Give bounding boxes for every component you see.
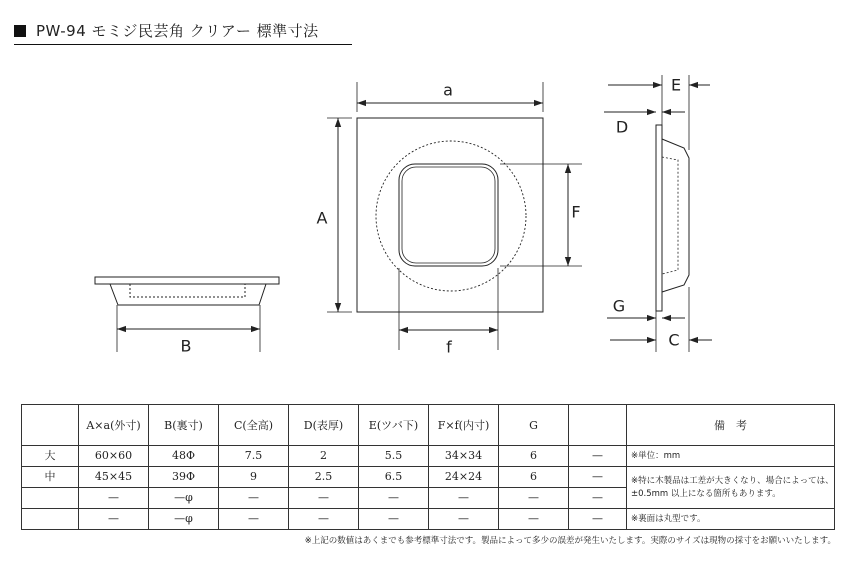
table-cell: — xyxy=(569,467,627,488)
table-cell: 45×45 xyxy=(79,467,149,488)
table-row xyxy=(22,467,835,488)
header-cell: D(表厚) xyxy=(289,405,359,446)
table-cell: 6.5 xyxy=(359,467,429,488)
table-cell: — xyxy=(219,509,289,530)
label-f: f xyxy=(446,337,452,357)
table-cell: 9 xyxy=(219,467,289,488)
table-cell: — xyxy=(569,488,627,509)
table-cell: — xyxy=(429,509,499,530)
header-cell xyxy=(569,405,627,446)
table-cell: 6 xyxy=(499,446,569,467)
label-F: F xyxy=(571,202,581,222)
table-cell: — xyxy=(569,509,627,530)
table-header-row xyxy=(22,405,835,446)
footnote: ※上記の数値はあくまでも参考標準寸法です。製品によって多少の誤差が発生いたします。実際のサイズは現物の採寸をお願いいたします。 xyxy=(304,536,836,546)
table-row xyxy=(22,446,835,467)
header-cell: A×a(外寸) xyxy=(79,405,149,446)
table-cell: — xyxy=(499,488,569,509)
table-cell: — xyxy=(429,488,499,509)
label-a: a xyxy=(443,80,453,100)
table-cell: — xyxy=(359,488,429,509)
table-cell: — xyxy=(79,488,149,509)
remarks-note-back: ※裏面は丸型です。 xyxy=(627,509,835,530)
header-cell xyxy=(22,405,79,446)
table-cell: 24×24 xyxy=(429,467,499,488)
header-cell: G xyxy=(499,405,569,446)
table-cell: 中 xyxy=(22,467,79,488)
table-cell: 5.5 xyxy=(359,446,429,467)
header-cell: E(ツバ下) xyxy=(359,405,429,446)
table-cell: — xyxy=(359,509,429,530)
table-cell: 34×34 xyxy=(429,446,499,467)
table-cell xyxy=(22,509,79,530)
table-cell: 2.5 xyxy=(289,467,359,488)
table-cell: — xyxy=(289,509,359,530)
table-cell: — xyxy=(289,488,359,509)
front-view xyxy=(327,82,582,350)
label-E: E xyxy=(670,75,682,95)
table-cell: —φ xyxy=(149,509,219,530)
label-C: C xyxy=(668,330,680,350)
remarks-note-tolerance: ※特に木製品は工差が大きくなり、場合によっては、±0.5mm 以上になる箇所もあります。 xyxy=(627,467,835,509)
table-cell xyxy=(22,488,79,509)
table-cell: — xyxy=(569,446,627,467)
table-cell: 7.5 xyxy=(219,446,289,467)
table-cell: —φ xyxy=(149,488,219,509)
remarks-note-unit: ※単位：mm xyxy=(627,446,835,467)
label-D: D xyxy=(615,117,629,137)
label-A: A xyxy=(316,208,328,228)
spec-table xyxy=(21,404,835,530)
header-cell: C(全高) xyxy=(219,405,289,446)
table-cell: 2 xyxy=(289,446,359,467)
label-G: G xyxy=(612,296,626,316)
table-cell: — xyxy=(499,509,569,530)
table-cell: 39Φ xyxy=(149,467,219,488)
table-row xyxy=(22,509,835,530)
table-cell: — xyxy=(79,509,149,530)
table-cell: 大 xyxy=(22,446,79,467)
label-B: B xyxy=(180,336,192,356)
table-cell: — xyxy=(219,488,289,509)
header-cell-remarks: 備 考 xyxy=(627,405,835,446)
table-cell: 60×60 xyxy=(79,446,149,467)
page-title-text: PW-94 モミジ民芸角 クリアー 標準寸法 xyxy=(36,22,319,40)
header-cell: F×f(内寸) xyxy=(429,405,499,446)
header-cell: B(裏寸) xyxy=(149,405,219,446)
table-cell: 48Φ xyxy=(149,446,219,467)
table-cell: 6 xyxy=(499,467,569,488)
